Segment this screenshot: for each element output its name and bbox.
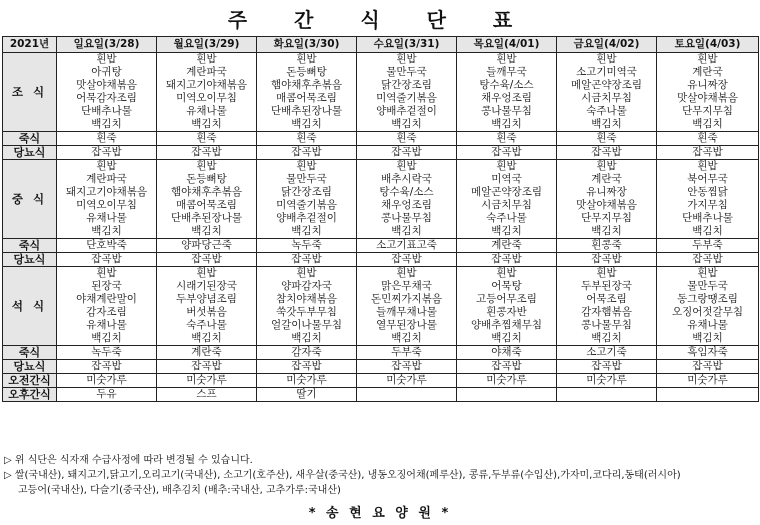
lunch-dish-cell: 흰밥 [557,160,657,174]
lunch-dish-cell: 흰밥 [357,160,457,174]
lunch-dish-cell: 시금치무침 [457,199,557,212]
afternoon-snack-cell [457,388,557,402]
lunch-menu-row [3,186,759,199]
lunch-diabetic-cell: 잡곡밥 [657,253,759,267]
lunch-dish-cell: 백김치 [557,225,657,239]
dinner-menu-row [3,293,759,306]
dinner-diabetic-cell: 잡곡밥 [257,360,357,374]
dinner-diabetic-row [3,360,759,374]
breakfast-menu-row [3,105,759,118]
lunch-dish-cell: 숙주나물 [457,212,557,225]
breakfast-dish-cell: 숙주나물 [557,105,657,118]
lunch-dish-cell: 닭간장조림 [257,186,357,199]
breakfast-dish-cell: 백김치 [457,118,557,132]
lunch-dish-cell: 흰밥 [657,160,759,174]
breakfast-menu-row [3,118,759,132]
afternoon-snack-label: 오후간식 [3,388,57,402]
lunch-dish-cell: 흰밥 [457,160,557,174]
morning-snack-cell: 미숫가루 [57,374,157,388]
breakfast-porridge-row [3,132,759,146]
morning-snack-row [3,374,759,388]
dinner-diabetic-cell: 잡곡밥 [57,360,157,374]
breakfast-dish-cell: 물만두국 [357,66,457,79]
dinner-dish-cell: 백김치 [257,332,357,346]
breakfast-dish-cell: 들깨무국 [457,66,557,79]
dinner-menu-row [3,319,759,332]
breakfast-diabetic-cell: 잡곡밥 [657,146,759,160]
dinner-dish-cell: 백김치 [157,332,257,346]
dinner-porridge-cell: 계란죽 [157,346,257,360]
lunch-dish-cell: 안동찜닭 [657,186,759,199]
lunch-porridge-label: 죽식 [3,239,57,253]
page-title: 주 간 식 단 표 [227,8,533,32]
lunch-dish-cell: 돈등뼈탕 [157,173,257,186]
breakfast-dish-cell: 계란파국 [157,66,257,79]
breakfast-dish-cell: 흰밥 [357,53,457,67]
weekly-menu-table [2,36,759,402]
lunch-dish-cell: 백김치 [657,225,759,239]
dinner-dish-cell: 고등어무조림 [457,293,557,306]
morning-snack-cell: 미숫가루 [257,374,357,388]
lunch-dish-cell: 백김치 [357,225,457,239]
lunch-porridge-cell: 소고기표고죽 [357,239,457,253]
day-header: 토요일(4/03) [657,37,759,53]
breakfast-dish-cell: 미역줄기볶음 [357,92,457,105]
dinner-menu-row [3,332,759,346]
dinner-diabetic-cell: 잡곡밥 [457,360,557,374]
breakfast-dish-cell: 돼지고기야채볶음 [157,79,257,92]
dinner-porridge-cell: 야채죽 [457,346,557,360]
dinner-menu-row [3,267,759,281]
breakfast-dish-cell: 어묵감자조림 [57,92,157,105]
lunch-porridge-cell: 계란죽 [457,239,557,253]
breakfast-diabetic-cell: 잡곡밥 [57,146,157,160]
dinner-dish-cell: 흰밥 [657,267,759,281]
dinner-dish-cell: 오징어젓갈무침 [657,306,759,319]
lunch-diabetic-cell: 잡곡밥 [257,253,357,267]
breakfast-porridge-cell: 흰죽 [357,132,457,146]
dinner-dish-cell: 유채나물 [657,319,759,332]
day-header: 수요일(3/31) [357,37,457,53]
breakfast-dish-cell: 계란국 [657,66,759,79]
lunch-dish-cell: 계란파국 [57,173,157,186]
breakfast-porridge-cell: 흰죽 [657,132,759,146]
lunch-porridge-cell: 녹두죽 [257,239,357,253]
afternoon-snack-cell: 두유 [57,388,157,402]
lunch-dish-cell: 돼지고기야채볶음 [57,186,157,199]
dinner-porridge-cell: 소고기죽 [557,346,657,360]
dinner-dish-cell: 버섯볶음 [157,306,257,319]
dinner-porridge-label: 죽식 [3,346,57,360]
lunch-dish-cell: 매콤어묵조림 [157,199,257,212]
morning-snack-label: 오전간식 [3,374,57,388]
note-line: ▷ 위 식단은 식자재 수급사정에 따라 변경될 수 있습니다. [4,455,253,466]
breakfast-dish-cell: 유니짜장 [657,79,759,92]
breakfast-dish-cell: 백김치 [257,118,357,132]
dinner-dish-cell: 흰밥 [457,267,557,281]
breakfast-porridge-label: 죽식 [3,132,57,146]
dinner-dish-cell: 참치야채볶음 [257,293,357,306]
breakfast-porridge-cell: 흰죽 [457,132,557,146]
lunch-dish-cell: 배추시락국 [357,173,457,186]
lunch-label: 중 식 [3,160,57,239]
dinner-dish-cell: 백김치 [457,332,557,346]
breakfast-diabetic-cell: 잡곡밥 [457,146,557,160]
dinner-porridge-cell: 녹두죽 [57,346,157,360]
breakfast-dish-cell: 흰밥 [457,53,557,67]
lunch-porridge-cell: 단호박죽 [57,239,157,253]
lunch-dish-cell: 채우엉조림 [357,199,457,212]
lunch-dish-cell: 유니짜장 [557,186,657,199]
lunch-dish-cell: 메알곤약장조림 [457,186,557,199]
breakfast-diabetic-label: 당뇨식 [3,146,57,160]
dinner-dish-cell: 숙주나물 [157,319,257,332]
dinner-dish-cell: 야채계란말이 [57,293,157,306]
breakfast-dish-cell: 탕수육/소스 [457,79,557,92]
dinner-dish-cell: 흰콩자반 [457,306,557,319]
breakfast-dish-cell: 맛살야채볶음 [657,92,759,105]
lunch-dish-cell: 햄야채후추볶음 [157,186,257,199]
breakfast-dish-cell: 아귀탕 [57,66,157,79]
dinner-diabetic-cell: 잡곡밥 [357,360,457,374]
day-header: 화요일(3/30) [257,37,357,53]
dinner-dish-cell: 돈민찌가지볶음 [357,293,457,306]
breakfast-dish-cell: 햄야채후추볶음 [257,79,357,92]
lunch-diabetic-cell: 잡곡밥 [557,253,657,267]
breakfast-porridge-cell: 흰죽 [257,132,357,146]
lunch-diabetic-cell: 잡곡밥 [457,253,557,267]
dinner-diabetic-cell: 잡곡밥 [657,360,759,374]
breakfast-menu-row [3,53,759,67]
breakfast-menu-row [3,66,759,79]
lunch-dish-cell: 콩나물무침 [357,212,457,225]
lunch-dish-cell: 흰밥 [57,160,157,174]
morning-snack-cell: 미숫가루 [357,374,457,388]
dinner-dish-cell: 백김치 [57,332,157,346]
lunch-dish-cell: 계란국 [557,173,657,186]
dinner-dish-cell: 흰밥 [57,267,157,281]
breakfast-dish-cell: 흰밥 [257,53,357,67]
dinner-dish-cell: 열무된장나물 [357,319,457,332]
lunch-diabetic-row [3,253,759,267]
breakfast-dish-cell: 시금치무침 [557,92,657,105]
dinner-diabetic-label: 당뇨식 [3,360,57,374]
breakfast-dish-cell: 단배추된장나물 [257,105,357,118]
dinner-dish-cell: 얼갈이나물무침 [257,319,357,332]
breakfast-dish-cell: 단배추나물 [57,105,157,118]
morning-snack-cell: 미숫가루 [657,374,759,388]
dinner-dish-cell: 두부된장국 [557,280,657,293]
breakfast-dish-cell: 콩나물무침 [457,105,557,118]
dinner-dish-cell: 동그랑땡조림 [657,293,759,306]
lunch-diabetic-cell: 잡곡밥 [357,253,457,267]
lunch-dish-cell: 유채나물 [57,212,157,225]
breakfast-dish-cell: 채우엉조림 [457,92,557,105]
lunch-porridge-cell: 양파당근죽 [157,239,257,253]
dinner-dish-cell: 흰밥 [257,267,357,281]
breakfast-diabetic-cell: 잡곡밥 [157,146,257,160]
breakfast-dish-cell: 흰밥 [157,53,257,67]
dinner-dish-cell: 감자햄볶음 [557,306,657,319]
dinner-label: 석 식 [3,267,57,346]
dinner-dish-cell: 흰밥 [157,267,257,281]
lunch-diabetic-cell: 잡곡밥 [57,253,157,267]
dinner-diabetic-cell: 잡곡밥 [557,360,657,374]
lunch-dish-cell: 미역국 [457,173,557,186]
breakfast-menu-row [3,92,759,105]
note-line: ▷ 쌀(국내산), 돼지고기,닭고기,오리고기(국내산), 소고기(호주산), 새우살(중국산), 냉동오징어채(페루산), 콩류,두부류(수입산),가자미,코다리,동태(러시아) [4,470,681,481]
afternoon-snack-cell [357,388,457,402]
lunch-dish-cell: 백김치 [157,225,257,239]
breakfast-dish-cell: 양배추겉절이 [357,105,457,118]
day-header: 월요일(3/29) [157,37,257,53]
morning-snack-cell: 미숫가루 [157,374,257,388]
lunch-dish-cell: 물만두국 [257,173,357,186]
breakfast-dish-cell: 메알곤약장조림 [557,79,657,92]
dinner-diabetic-cell: 잡곡밥 [157,360,257,374]
breakfast-dish-cell: 백김치 [57,118,157,132]
notes [4,453,756,498]
breakfast-porridge-cell: 흰죽 [557,132,657,146]
dinner-dish-cell: 콩나물무침 [557,319,657,332]
lunch-menu-row [3,160,759,174]
breakfast-dish-cell: 매콤어묵조림 [257,92,357,105]
lunch-dish-cell: 흰밥 [257,160,357,174]
lunch-dish-cell: 흰밥 [157,160,257,174]
lunch-diabetic-label: 당뇨식 [3,253,57,267]
lunch-dish-cell: 단무지무침 [557,212,657,225]
lunch-porridge-cell: 흰콩죽 [557,239,657,253]
year-header: 2021년 [3,37,57,53]
day-header: 금요일(4/02) [557,37,657,53]
lunch-menu-row [3,199,759,212]
lunch-dish-cell: 맛살야채볶음 [557,199,657,212]
lunch-dish-cell: 백김치 [257,225,357,239]
dinner-menu-row [3,306,759,319]
breakfast-dish-cell: 백김치 [657,118,759,132]
dinner-dish-cell: 맑은무채국 [357,280,457,293]
afternoon-snack-row [3,388,759,402]
breakfast-dish-cell: 닭간장조림 [357,79,457,92]
lunch-diabetic-cell: 잡곡밥 [157,253,257,267]
dinner-dish-cell: 어묵탕 [457,280,557,293]
lunch-dish-cell: 탕수육/소스 [357,186,457,199]
breakfast-dish-cell: 미역오이무침 [157,92,257,105]
breakfast-diabetic-cell: 잡곡밥 [557,146,657,160]
lunch-dish-cell: 백김치 [57,225,157,239]
breakfast-dish-cell: 유채나물 [157,105,257,118]
dinner-dish-cell: 양배추찜채무침 [457,319,557,332]
lunch-dish-cell: 북어무국 [657,173,759,186]
dinner-dish-cell: 어묵조림 [557,293,657,306]
dinner-dish-cell: 물만두국 [657,280,759,293]
lunch-porridge-row [3,239,759,253]
breakfast-dish-cell: 흰밥 [57,53,157,67]
breakfast-porridge-cell: 흰죽 [157,132,257,146]
dinner-porridge-cell: 감자죽 [257,346,357,360]
lunch-porridge-cell: 두부죽 [657,239,759,253]
dinner-dish-cell: 유채나물 [57,319,157,332]
lunch-dish-cell: 양배추겉절이 [257,212,357,225]
lunch-menu-row [3,212,759,225]
dinner-dish-cell: 백김치 [657,332,759,346]
dinner-porridge-cell: 흑임자죽 [657,346,759,360]
day-header: 목요일(4/01) [457,37,557,53]
dinner-dish-cell: 백김치 [557,332,657,346]
lunch-menu-row [3,173,759,186]
lunch-dish-cell: 가지무침 [657,199,759,212]
breakfast-dish-cell: 백김치 [157,118,257,132]
breakfast-dish-cell: 백김치 [557,118,657,132]
lunch-dish-cell: 백김치 [457,225,557,239]
lunch-dish-cell: 단배추나물 [657,212,759,225]
breakfast-diabetic-cell: 잡곡밥 [257,146,357,160]
breakfast-dish-cell: 흰밥 [557,53,657,67]
dinner-dish-cell: 두부양념조림 [157,293,257,306]
dinner-porridge-row [3,346,759,360]
day-header: 일요일(3/28) [57,37,157,53]
dinner-dish-cell: 백김치 [357,332,457,346]
breakfast-dish-cell: 돈등뼈탕 [257,66,357,79]
dinner-dish-cell: 시래기된장국 [157,280,257,293]
header-row [3,37,759,53]
lunch-dish-cell: 미역줄기볶음 [257,199,357,212]
lunch-dish-cell: 미역오이무침 [57,199,157,212]
dinner-dish-cell: 쑥갓두부무침 [257,306,357,319]
breakfast-dish-cell: 단무지무침 [657,105,759,118]
breakfast-dish-cell: 백김치 [357,118,457,132]
dinner-dish-cell: 흰밥 [557,267,657,281]
breakfast-dish-cell: 소고기미역국 [557,66,657,79]
note-line: 고등어(국내산), 다슬기(중국산), 배추김치 (배추:국내산, 고추가루:국내산) [18,485,341,496]
breakfast-menu-row [3,79,759,92]
breakfast-porridge-cell: 흰죽 [57,132,157,146]
dinner-dish-cell: 흰밥 [357,267,457,281]
dinner-dish-cell: 들깨무채나물 [357,306,457,319]
afternoon-snack-cell [557,388,657,402]
breakfast-diabetic-row [3,146,759,160]
afternoon-snack-cell: 스프 [157,388,257,402]
dinner-dish-cell: 된장국 [57,280,157,293]
dinner-menu-row [3,280,759,293]
dinner-dish-cell: 감자조림 [57,306,157,319]
lunch-menu-row [3,225,759,239]
breakfast-dish-cell: 맛살야채볶음 [57,79,157,92]
afternoon-snack-cell: 딸기 [257,388,357,402]
morning-snack-cell: 미숫가루 [557,374,657,388]
lunch-dish-cell: 단배추된장나물 [157,212,257,225]
breakfast-dish-cell: 흰밥 [657,53,759,67]
morning-snack-cell: 미숫가루 [457,374,557,388]
dinner-porridge-cell: 두부죽 [357,346,457,360]
breakfast-label: 조 식 [3,53,57,132]
breakfast-diabetic-cell: 잡곡밥 [357,146,457,160]
afternoon-snack-cell [657,388,759,402]
dinner-dish-cell: 양파감자국 [257,280,357,293]
facility-name: * 송 현 요 양 원 * [308,506,452,521]
